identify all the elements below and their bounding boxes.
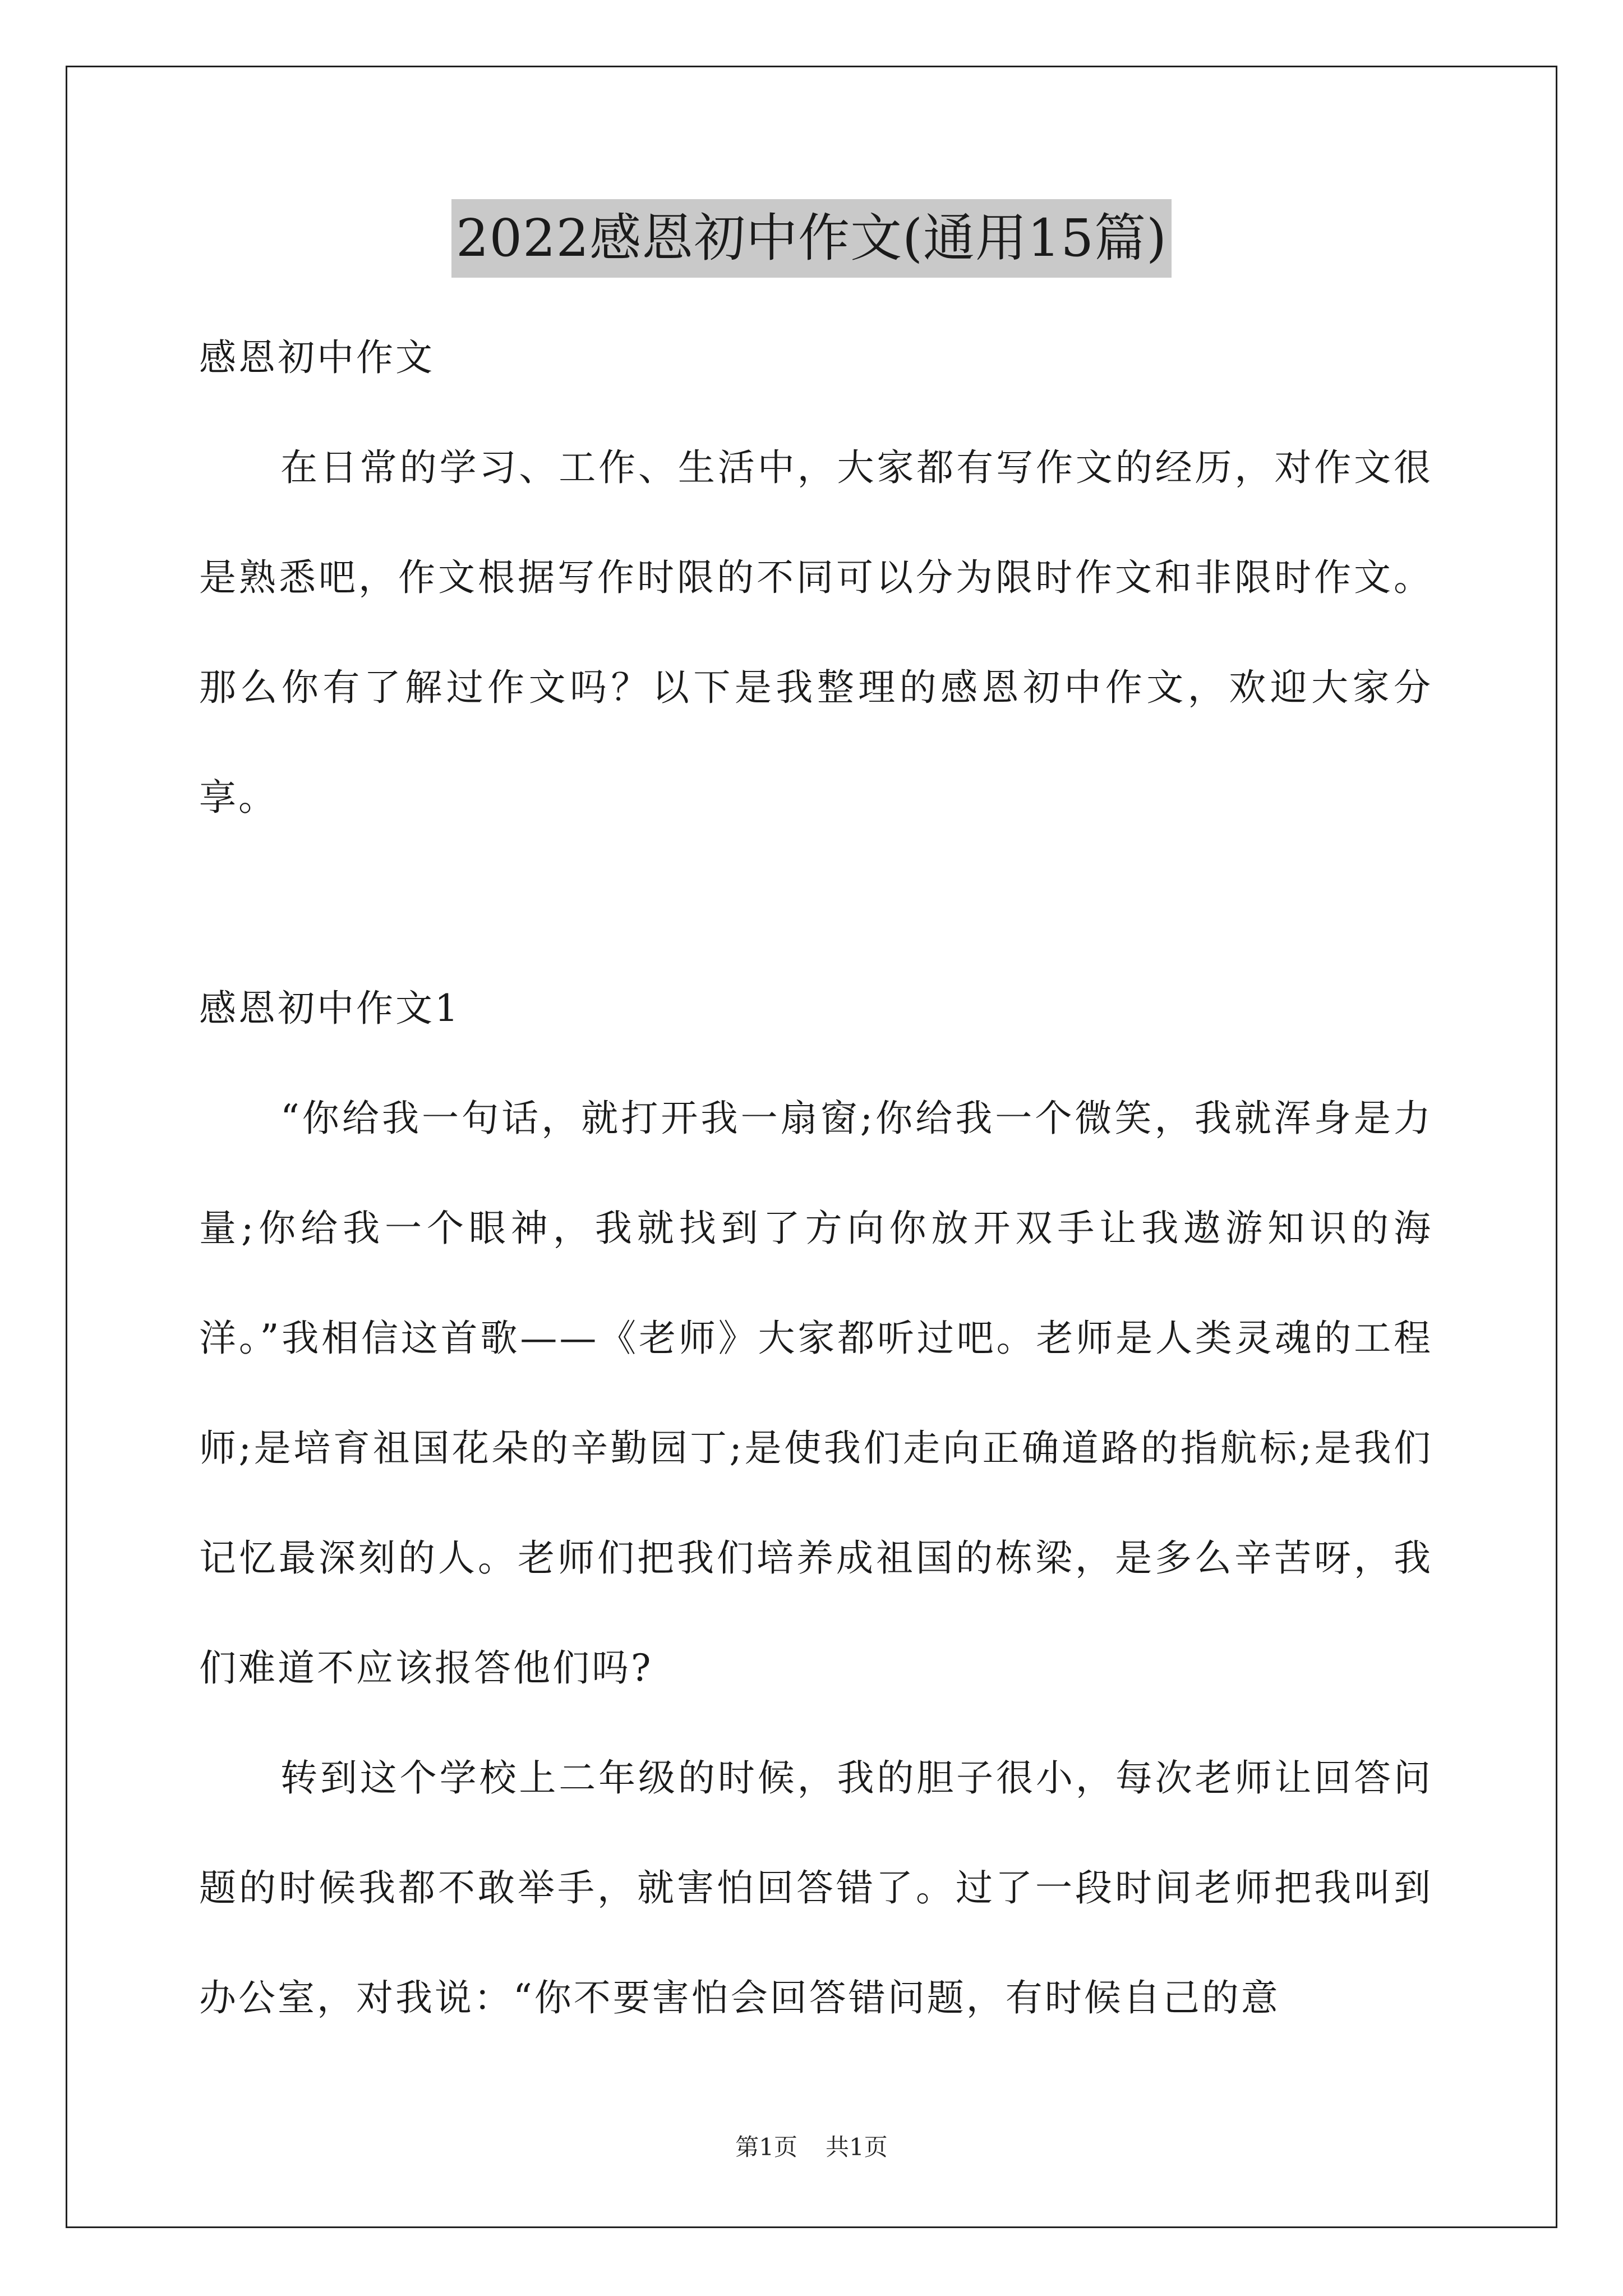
page-footer bbox=[0, 2129, 1623, 2162]
document-title: 2022感恩初中作文(通用15篇) bbox=[451, 199, 1172, 278]
intro-heading: 感恩初中作文 bbox=[199, 336, 435, 379]
page-number-current: 第1页 bbox=[735, 2133, 797, 2161]
document-body bbox=[199, 303, 1433, 2053]
page-number-total: 共1页 bbox=[826, 2133, 888, 2161]
title-container bbox=[0, 199, 1623, 278]
intro-paragraph: 在日常的学习、工作、生活中，大家都有写作文的经历，对作文很是熟悉吧，作文根据写作时限的不同可以分为限时作文和非限时作文。那么你有了解过作文吗？以下是我整理的感恩初中作文，欢迎大家分享。 bbox=[199, 446, 1433, 819]
section1-paragraph-2: 转到这个学校上二年级的时候，我的胆子很小，每次老师让回答问题的时候我都不敢举手，就害怕回答错了。过了一段时间老师把我叫到办公室，对我说：“你不要害怕会回答错问题，有时候自己的意 bbox=[199, 1756, 1433, 2019]
section1-paragraph-1: “你给我一句话，就打开我一扇窗;你给我一个微笑，我就浑身是力量;你给我一个眼神，我就找到了方向你放开双手让我遨游知识的海洋。”我相信这首歌——《老师》大家都听过吧。老师是人类灵魂的工程师;是培育祖国花朵的辛勤园丁;是使我们走向正确道路的指航标;是我们记忆最深刻的人。老师们把我们培养成祖国的栋梁，是多么辛苦呀，我们难道不应该报答他们吗? bbox=[199, 1097, 1433, 1690]
section1-heading: 感恩初中作文1 bbox=[199, 987, 460, 1030]
section-spacer bbox=[199, 853, 1433, 954]
